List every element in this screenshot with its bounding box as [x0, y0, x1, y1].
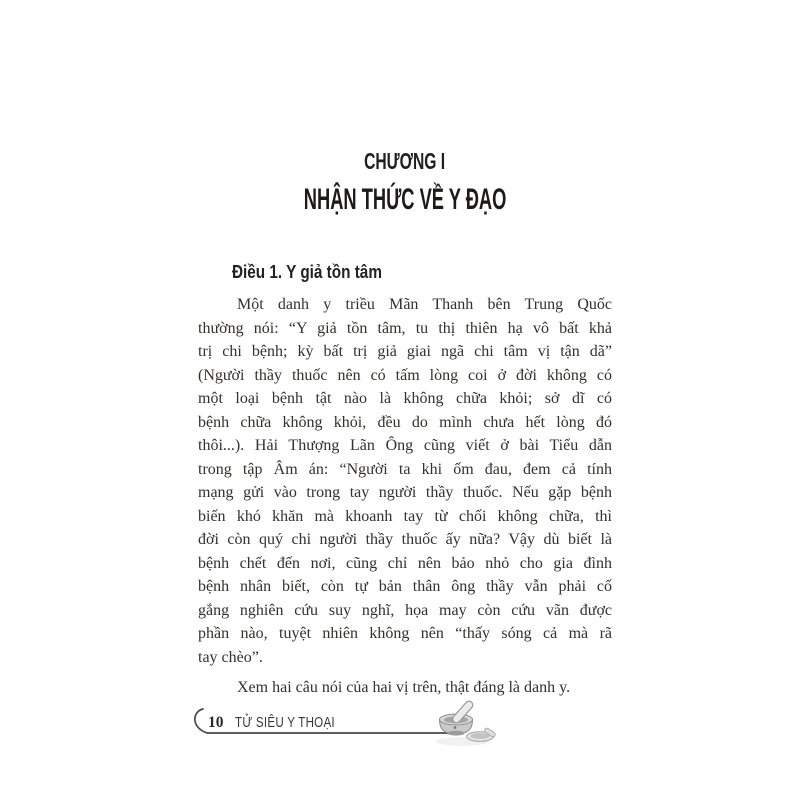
chapter-title: [198, 182, 612, 218]
body-paragraphs: [198, 293, 612, 700]
text-line: Xem hai câu nói của hai vị trên, thật đáng là danh y.: [237, 679, 571, 696]
paragraph: [198, 293, 612, 669]
text-line: bệnh nhân biết, còn tự bản thân ông thầy vẫn phải cố: [198, 578, 612, 595]
text-line: mạng gửi vào trong tay người thầy thuốc. Nếu gặp bệnh: [198, 484, 612, 501]
text-line: trị chi bệnh; kỳ bất trị giả giai ngã chi tâm vị tận dã”: [198, 343, 612, 360]
text-line: tay chèo”.: [198, 648, 263, 666]
text-line: đời còn quý chi người thầy thuốc ấy nữa? Vậy dù biết là: [198, 531, 612, 548]
chapter-label-text: CHƯƠNG I: [364, 148, 446, 174]
text-line: bệnh chết đến nơi, cũng chỉ nên bảo nhỏ cho gia đình: [198, 554, 612, 572]
section-heading-text: Điều 1. Y giả tồn tâm: [232, 262, 382, 282]
text-line: thôi...). Hải Thượng Lãn Ông cũng viết ở bài Tiểu dẫn: [198, 437, 612, 454]
mortar-foot: [448, 731, 465, 736]
page-footer: [208, 714, 359, 732]
text-line: phần nào, tuyệt nhiên không nên “thấy sóng cả mà rã: [198, 625, 612, 642]
dish-inner: [470, 733, 489, 739]
text-line: (Người thầy thuốc nên có tấm lòng coi ở đời không có: [198, 366, 612, 384]
mortar-and-pestle-icon: [436, 705, 494, 746]
text-line: biến khó khăn mà khoanh tay từ chối không chữa, thì: [198, 507, 612, 525]
text-line: thường nói: “Y giả tồn tâm, tu thị thiên hạ vô bất khả: [198, 319, 612, 337]
text-line: gắng nghiên cứu suy nghĩ, họa may còn cứu vãn được: [198, 601, 612, 619]
book-title: [235, 715, 360, 731]
mortar-dot: [454, 726, 457, 729]
page-number: 10: [208, 714, 224, 731]
paragraph: [198, 676, 612, 700]
chapter-label: [198, 149, 612, 174]
book-title-text: TỬ SIÊU Y THOẠI: [234, 715, 335, 731]
text-line: Một danh y triều Mãn Thanh bên Trung Quốc: [237, 296, 612, 313]
text-line: bệnh chữa không khỏi, đều do mình chưa hết lòng đó: [198, 413, 612, 431]
chapter-title-text: NHẬN THỨC VỀ Y ĐẠO: [303, 183, 507, 216]
section-heading: [232, 261, 408, 284]
text-line: một loại bệnh tật nào là không chữa khỏi; sở dĩ có: [198, 390, 612, 407]
text-line: trong tập Âm án: “Người ta khi ốm đau, đem cả tính: [198, 460, 612, 478]
